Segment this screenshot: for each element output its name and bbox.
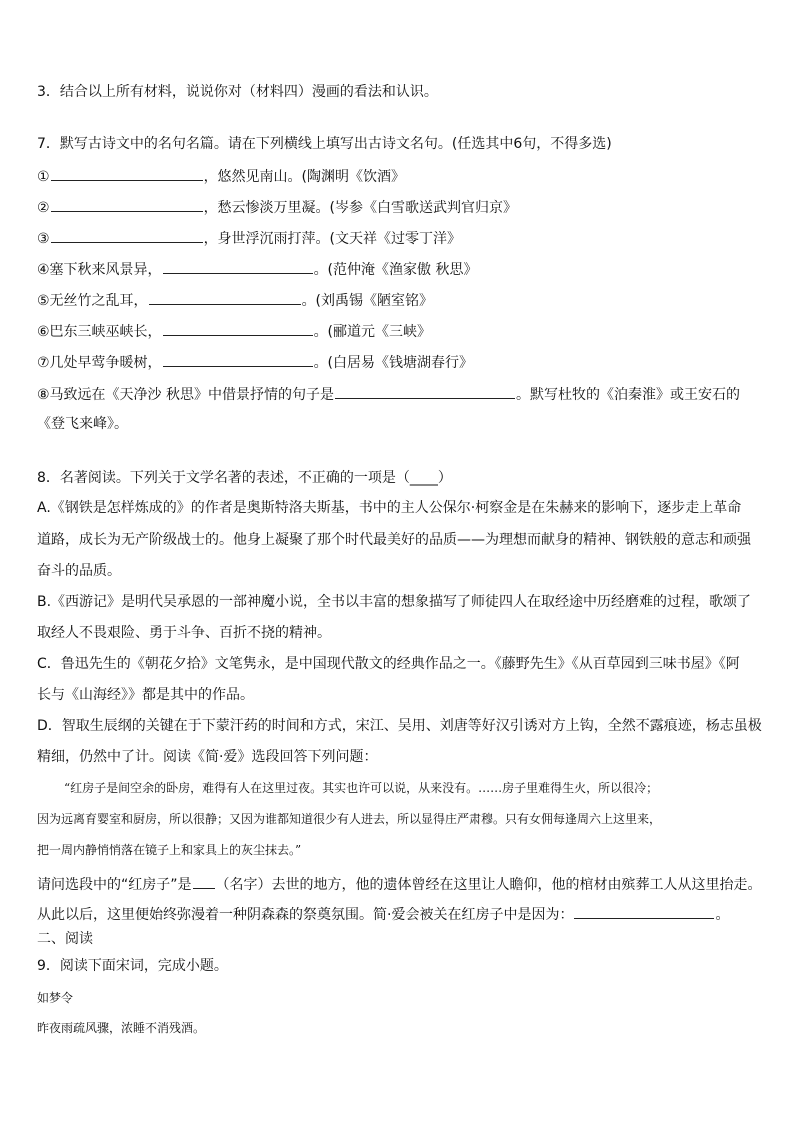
q7-item-3 bbox=[37, 228, 765, 249]
q7-item-8-cont: 《登飞来峰》。 bbox=[37, 416, 128, 432]
q8-option-c-1: C．鲁迅先生的《朝花夕拾》文笔隽永，是中国现代散文的经典作品之一。《藤野先生》《从百草园到三味书屋》《阿 bbox=[37, 656, 740, 672]
poem-title: 如梦令 bbox=[37, 991, 74, 1005]
q7-item-3-pre: ③ bbox=[37, 231, 50, 247]
q8-option-b-1: B.《西游记》是明代吴承恩的一部神魔小说，全书以丰富的想象描写了师徒四人在取经途中历经磨难的过程，歌颂了 bbox=[37, 594, 752, 610]
q8-option-b-2: 取经人不畏艰险、勇于斗争、百折不挠的精神。 bbox=[37, 625, 331, 641]
q7-item-8 bbox=[37, 384, 765, 405]
q7-item-6-pre: ⑥巴东三峡巫峡长， bbox=[37, 324, 162, 340]
q7-item-2-pre: ② bbox=[37, 200, 50, 216]
quote-line-1: “红房子是间空余的卧房，难得有人在这里过夜。其实也许可以说，从来没有。……房子里难得生火，所以很冷； bbox=[64, 781, 659, 795]
q8-option-c-2: 长与《山海经》》都是其中的作品。 bbox=[37, 687, 254, 703]
quote-line-3: 把一周内静悄悄落在镜子上和家具上的灰尘抹去。” bbox=[37, 843, 302, 857]
question-7-stem: 7．默写古诗文中的名句名篇。请在下列横线上填写出古诗文名句。(任选其中6句，不得多选) bbox=[37, 136, 612, 152]
q7-item-1 bbox=[37, 166, 765, 187]
q7-item-2 bbox=[37, 197, 765, 218]
q7-item-8-post: 。默写杜牧的《泊秦淮》或王安石的 bbox=[516, 387, 740, 403]
q8-option-d-1: D．智取生辰纲的关键在于下蒙汗药的时间和方式，宋江、吴用、刘唐等好汉引诱对方上钩，全然不露痕迹，杨志虽极 bbox=[37, 718, 762, 734]
answer-blank[interactable] bbox=[163, 321, 313, 336]
q7-item-5 bbox=[37, 290, 765, 311]
q8-option-d-2: 精细，仍然中了计。阅读《简·爱》选段回答下列问题： bbox=[37, 749, 378, 765]
q7-item-3-post: ，身世浮沉雨打萍。(文天祥《过零丁洋》 bbox=[203, 231, 462, 247]
q7-item-4-post: 。(范仲淹《渔家傲 秋思》 bbox=[313, 262, 478, 278]
question-3: 3．结合以上所有材料，说说你对（材料四）漫画的看法和认识。 bbox=[37, 84, 438, 100]
q8-question-2-pre: 从此以后，这里便始终弥漫着一种阴森森的祭奠氛围。简·爱会被关在红房子中是因为： bbox=[37, 907, 574, 923]
q8-option-a-3: 奋斗的品质。 bbox=[37, 563, 121, 579]
q7-item-7-post: 。(白居易《钱塘湖春行》 bbox=[313, 355, 474, 371]
answer-blank[interactable] bbox=[51, 197, 203, 212]
q8-question-2-post: 。 bbox=[715, 907, 730, 923]
q7-item-5-pre: ⑤无丝竹之乱耳， bbox=[37, 293, 148, 309]
q7-item-7 bbox=[37, 352, 765, 373]
answer-blank[interactable] bbox=[193, 874, 215, 889]
answer-blank[interactable] bbox=[163, 352, 313, 367]
q8-option-a-1: A.《钢铁是怎样炼成的》的作者是奥斯特洛夫斯基，书中的主人公保尔·柯察金是在朱赫来的影响下，逐步走上革命 bbox=[37, 500, 742, 516]
q8-option-a-2: 道路，成长为无产阶级战士的。他身上凝聚了那个时代最美好的品质——为理想而献身的精神、钢铁般的意志和顽强 bbox=[37, 532, 751, 548]
answer-blank[interactable] bbox=[51, 228, 203, 243]
q7-item-4 bbox=[37, 259, 765, 280]
poem-line-1: 昨夜雨疏风骤，浓睡不消残酒。 bbox=[37, 1021, 206, 1035]
answer-blank[interactable] bbox=[163, 259, 313, 274]
answer-blank[interactable] bbox=[335, 384, 515, 399]
q7-item-1-post: ，悠然见南山。(陶渊明《饮酒》 bbox=[203, 169, 406, 185]
question-9-stem: 9．阅读下面宋词，完成小题。 bbox=[37, 958, 228, 974]
q7-item-8-pre: ⑧马致远在《天净沙 秋思》中借景抒情的句子是 bbox=[37, 387, 334, 403]
q7-item-7-pre: ⑦几处早莺争暖树， bbox=[37, 355, 162, 371]
q8-question-2 bbox=[37, 904, 765, 925]
q7-item-4-pre: ④塞下秋来风景异， bbox=[37, 262, 162, 278]
q8-question-1-post: （名字）去世的地方，他的遗体曾经在这里让人瞻仰，他的棺材由殡葬工人从这里抬走。 bbox=[215, 877, 762, 893]
answer-blank[interactable] bbox=[574, 904, 714, 919]
q7-item-6 bbox=[37, 321, 765, 342]
q7-item-6-post: 。(郦道元《三峡》 bbox=[313, 324, 432, 340]
question-8-stem: 8．名著阅读。下列关于文学名著的表述，不正确的一项是（____） bbox=[37, 470, 452, 486]
q7-item-2-post: ，愁云惨淡万里凝。(岑参《白雪歌送武判官归京》 bbox=[203, 200, 518, 216]
section-heading: 二、阅读 bbox=[37, 931, 93, 947]
q7-item-1-pre: ① bbox=[37, 169, 50, 185]
q8-question-1 bbox=[37, 874, 765, 895]
q7-item-5-post: 。(刘禹锡《陋室铭》 bbox=[301, 293, 434, 309]
quote-line-2: 因为远离育婴室和厨房，所以很静；又因为谁都知道很少有人进去，所以显得庄严肃穆。只有女佣每逢周六上这里来， bbox=[37, 812, 662, 826]
q8-question-1-pre: 请问选段中的“红房子”是 bbox=[37, 877, 192, 893]
answer-blank[interactable] bbox=[149, 290, 301, 305]
answer-blank[interactable] bbox=[51, 166, 203, 181]
